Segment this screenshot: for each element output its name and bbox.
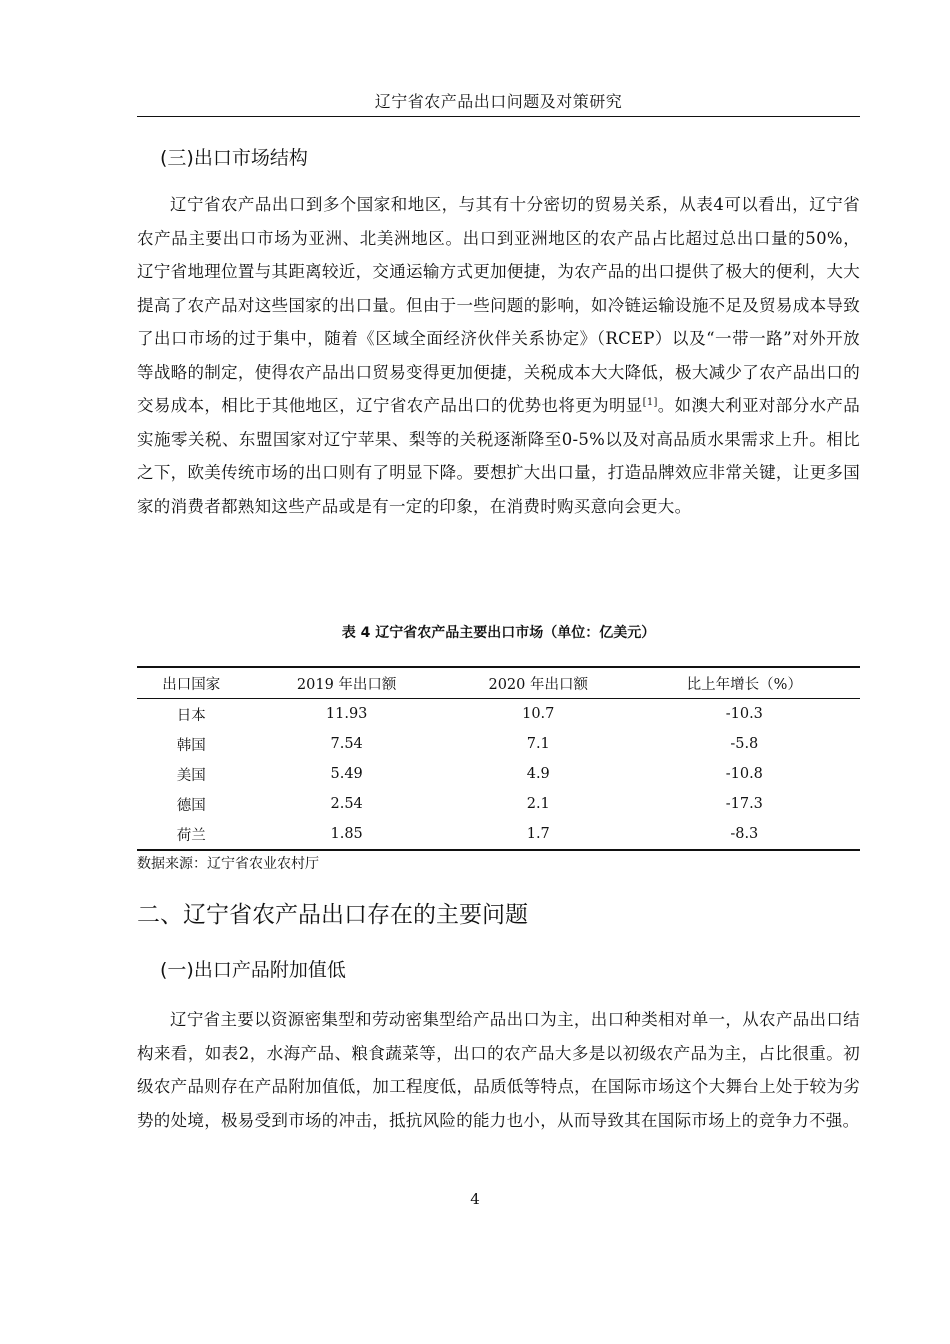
market-structure-text: 辽宁省农产品出口到多个国家和地区，与其有十分密切的贸易关系，从表4可以看出，辽宁省农产品主要出口市场为亚洲、北美洲地区。出口到亚洲地区的农产品占比超过总出口量的50%，辽宁省地理位置与其距离较近，交通运输方式更加便捷，为农产品的出口提供了极大的便利，大大提高了农产品对这些国家的出口量。但由于一些问题的影响，如冷链运输设施不足及贸易成本导致了出口市场的过于集中，随着《区域全面经济伙伴关系协定》（RCEP）以及“一带一路”对外开放等战略的制定，使得农产品出口贸易变得更加便捷，关税成本大大降低，极大减少了农产品出口的交易成本，相比于其他地区，辽宁省农产品出口的优势也将更为明显 (137, 195, 860, 415)
table-header-cell: 比上年增长（%） (629, 667, 860, 699)
table-header-cell: 出口国家 (137, 667, 245, 699)
table-caption: 表 4 辽宁省农产品主要出口市场（单位：亿美元） (341, 625, 656, 641)
table-cell: 1.7 (526, 826, 550, 842)
table-cell: 5.49 (330, 766, 363, 782)
table-cell: -10.8 (725, 766, 763, 782)
table-cell: 4.9 (526, 766, 550, 782)
market-structure-text-tail: 。如澳大利亚对部分水产品实施零关税、东盟国家对辽宁苹果、梨等的关税逐渐降至0-5%以及对高品质水果需求上升。相比之下，欧美传统市场的出口则有了明显下降。要想扩大出口量，打造品牌效应非常关键，让更多国家的消费者都熟知这些产品或是有一定的印象，在消费时购买意向会更大。 (137, 396, 860, 516)
table-header-cell: 2020 年出口额 (448, 667, 629, 699)
table-header-cell: 2019 年出口额 (245, 667, 447, 699)
section-heading-market-structure: (三)出口市场结构 (160, 147, 308, 169)
low-value-added-paragraph: 辽宁省主要以资源密集型和劳动密集型给产品出口为主，出口种类相对单一，从农产品出口结构来看，如表2，水海产品、粮食蔬菜等，出口的农产品大多是以初级农产品为主，占比很重。初级农产品则存在产品附加值低，加工程度低，品质低等特点，在国际市场这个大舞台上处于较为劣势的处境，极易受到市场的冲击，抵抗风险的能力也小，从而导致其在国际市场上的竞争力不强。 (137, 1010, 860, 1130)
table-cell: -10.3 (725, 706, 763, 722)
table-cell: 7.54 (330, 736, 363, 752)
table-cell: -8.3 (730, 826, 759, 842)
table-cell: 荷兰 (176, 827, 206, 844)
table-cell: 2.1 (526, 796, 550, 812)
table-cell: 11.93 (325, 706, 368, 722)
table-cell: 韩国 (176, 737, 206, 754)
market-structure-paragraph (137, 188, 860, 523)
citation-reference: [1] (642, 397, 658, 408)
table-row (137, 819, 860, 850)
page-number: 4 (470, 1190, 480, 1208)
table-row (137, 789, 860, 819)
table-cell: 日本 (176, 707, 206, 724)
table-cell: 1.85 (330, 826, 363, 842)
table-row (137, 759, 860, 789)
page-header-title: 辽宁省农产品出口问题及对策研究 (374, 92, 623, 111)
table-header-row (137, 667, 860, 699)
section-heading-low-value-added: (一)出口产品附加值低 (160, 959, 346, 981)
table-cell: 德国 (176, 797, 206, 814)
table-source-note: 数据来源：辽宁省农业农村厅 (137, 856, 319, 872)
table-cell: -5.8 (730, 736, 759, 752)
table-cell: -17.3 (725, 796, 763, 812)
table-row (137, 729, 860, 759)
table-row (137, 699, 860, 730)
chapter-heading-main-problems: 二、辽宁省农产品出口存在的主要问题 (137, 902, 528, 928)
page-header (137, 88, 860, 117)
table-cell: 7.1 (526, 736, 550, 752)
table-cell: 10.7 (522, 706, 555, 722)
table-cell: 2.54 (330, 796, 363, 812)
table-cell: 美国 (176, 767, 206, 784)
export-market-table (137, 666, 860, 851)
